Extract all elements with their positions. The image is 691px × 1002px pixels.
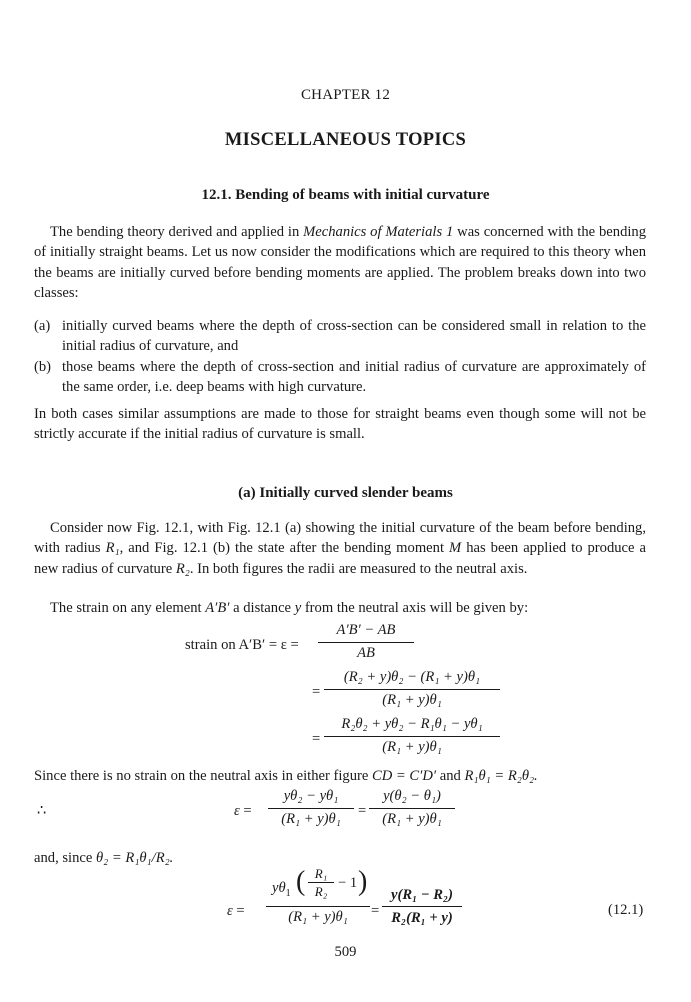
page-number: 509 (334, 944, 357, 960)
eq4-fraction-bar (268, 808, 354, 809)
left-paren: ( (296, 866, 306, 897)
minus-one: − 1 (338, 875, 358, 891)
intro-paragraph: The bending theory derived and applied in Mechanics of Materials 1 was concerned with the bending of initially straight beams. Let us now consider the modifications which are required to this theory when the beams are initially curved before bending moments are applied. The problem breaks down into two classes: (34, 224, 647, 301)
right-paren: ) (358, 866, 368, 897)
eq3-denominator: (R₁ + y)θ₁ (382, 739, 442, 755)
eq4-numerator: yθ₂ − yθ₁ (283, 788, 339, 804)
neutral-axis-paragraph: Since there is no strain on the neutral axis in either figure CD = C′D′ and R₁θ₁ = R₂θ₂. (34, 768, 538, 784)
substitution-text: and, since θ₂ = R₁θ₁/R₂. (34, 850, 174, 866)
section-heading: 12.1. Bending of beams with initial curvature (201, 187, 490, 203)
subsection-heading: (a) Initially curved slender beams (238, 485, 453, 501)
eq1-denominator: AB (357, 645, 375, 661)
eq3-fraction-bar (324, 736, 500, 737)
equation-number: (12.1) (608, 902, 644, 918)
assumptions-paragraph: In both cases similar assumptions are made to those for straight beams even though some will not be strictly accurate if the initial radius of curvature is small. (34, 406, 646, 443)
eq1-numerator: A′B′ − AB (336, 622, 396, 638)
eq5b-fraction-bar (382, 906, 462, 907)
eq5-denominator: (R₁ + y)θ₁ (288, 909, 348, 925)
figure-paragraph: Consider now Fig. 12.1, with Fig. 12.1 (a) showing the initial curvature of the beam before bending, with radius R₁, and Fig. 12.1 (b) the state after the bending moment M has been applied to produce a new radius of curvature R₂. In both figures the radii are measured to the neutral axis. (34, 520, 646, 577)
eq4b-denominator: (R₁ + y)θ₁ (382, 811, 442, 827)
epsilon-equals: ε = (234, 803, 252, 819)
eq2-fraction-bar (324, 689, 500, 690)
eq5-y-theta: $y\theta_1$ (272, 880, 291, 899)
eq1-fraction-bar (318, 642, 414, 643)
eq4b-fraction-bar (369, 808, 455, 809)
eq5b-denominator: R₂(R₁ + y) (391, 910, 453, 926)
strain-intro: The strain on any element A′B′ a distance y from the neutral axis will be given by: (50, 600, 529, 616)
equals-sign: = (358, 803, 367, 819)
classes-list (34, 316, 646, 397)
eq5-inner-numerator: R₁ (314, 866, 328, 881)
list-item: (b) those beams where the depth of cross-section and initial radius of curvature are approximately of the same order, i.e. deep beams with high curvature. (34, 358, 646, 395)
chapter-label: CHAPTER 12 (300, 87, 391, 103)
epsilon-equals: ε = (227, 903, 245, 919)
eq5b-numerator: y(R₁ − R₂) (391, 887, 453, 903)
therefore-symbol: ∴ (37, 803, 47, 819)
equals-sign: = (371, 903, 380, 919)
chapter-title: MISCELLANEOUS TOPICS (224, 130, 467, 150)
equals-sign: = (312, 684, 321, 700)
eq5-inner-denominator: R₂ (314, 884, 328, 899)
equals-sign: = (312, 731, 321, 747)
strain-lhs: strain on A′B′ = ε = (185, 637, 299, 653)
eq5-inner-bar (308, 882, 334, 883)
eq2-numerator: (R₂ + y)θ₂ − (R₁ + y)θ₁ (343, 669, 481, 685)
list-item: (a) initially curved beams where the depth of cross-section can be considered small in relation to the initial radius of curvature, and (34, 318, 646, 355)
eq2-denominator: (R₁ + y)θ₁ (382, 692, 442, 708)
eq4b-numerator: y(θ₂ − θ₁) (383, 788, 441, 804)
eq5-fraction-bar (266, 906, 370, 907)
eq4-denominator: (R₁ + y)θ₁ (281, 811, 341, 827)
eq3-numerator: R₂θ₂ + yθ₂ − R₁θ₁ − yθ₁ (341, 716, 483, 732)
